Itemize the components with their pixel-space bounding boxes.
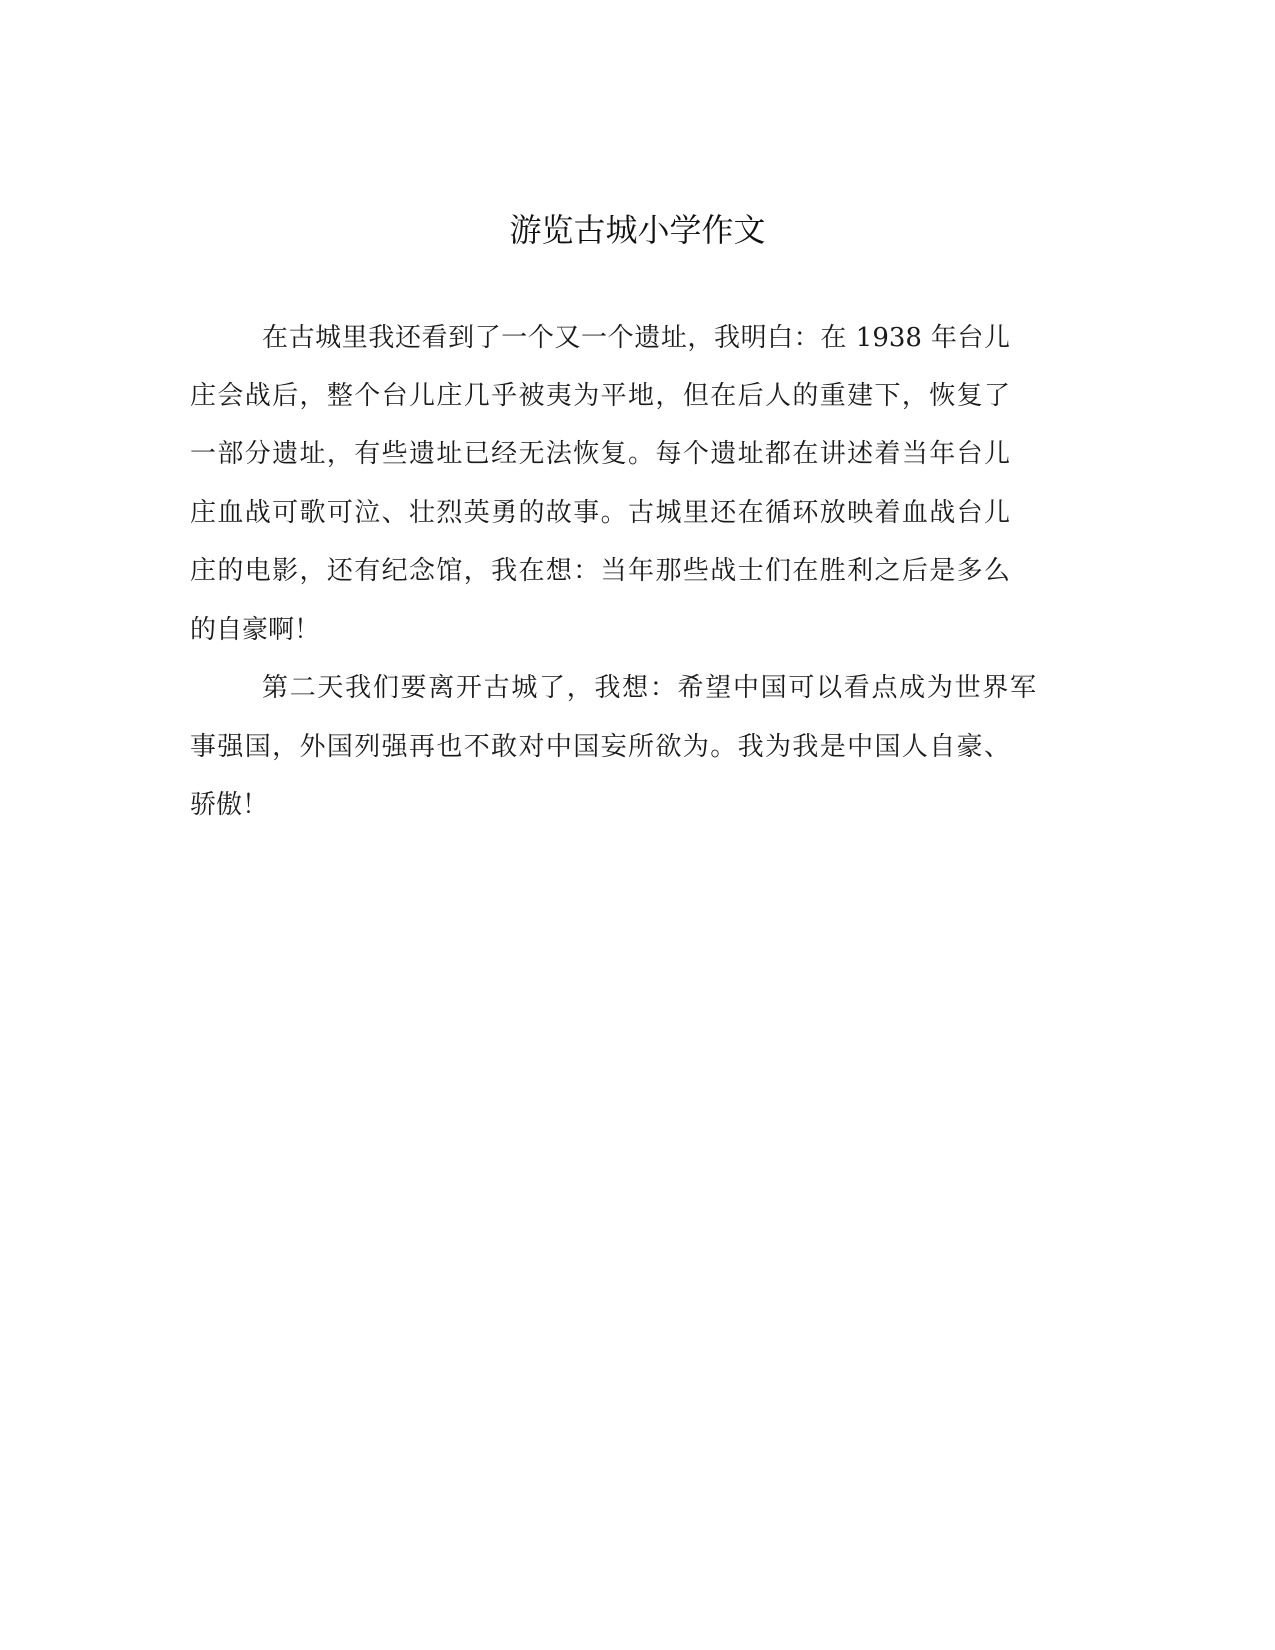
paragraph-line: 的自豪啊！ [190, 615, 321, 645]
paragraph-line: 一部分遗址，有些遗址已经无法恢复。每个遗址都在讲述着当年台儿 [190, 439, 1010, 469]
document-title: 游览古城小学作文 [509, 211, 766, 249]
paragraph-line: 在古城里我还看到了一个又一个遗址，我明白：在 1938 年台儿 [262, 323, 1010, 353]
paragraph-line: 庄血战可歌可泣、壮烈英勇的故事。古城里还在循环放映着血战台儿 [190, 498, 1010, 528]
paragraph-line: 骄傲！ [190, 790, 269, 820]
paragraph-line: 庄的电影，还有纪念馆，我在想：当年那些战士们在胜利之后是多么 [190, 556, 1010, 586]
paragraph-line: 庄会战后，整个台儿庄几乎被夷为平地，但在后人的重建下，恢复了 [190, 381, 1010, 411]
paragraph-line: 第二天我们要离开古城了，我想：希望中国可以看点成为世界军 [262, 673, 1036, 703]
paragraph-line: 事强国，外国列强再也不敢对中国妄所欲为。我为我是中国人自豪、 [190, 732, 1010, 762]
